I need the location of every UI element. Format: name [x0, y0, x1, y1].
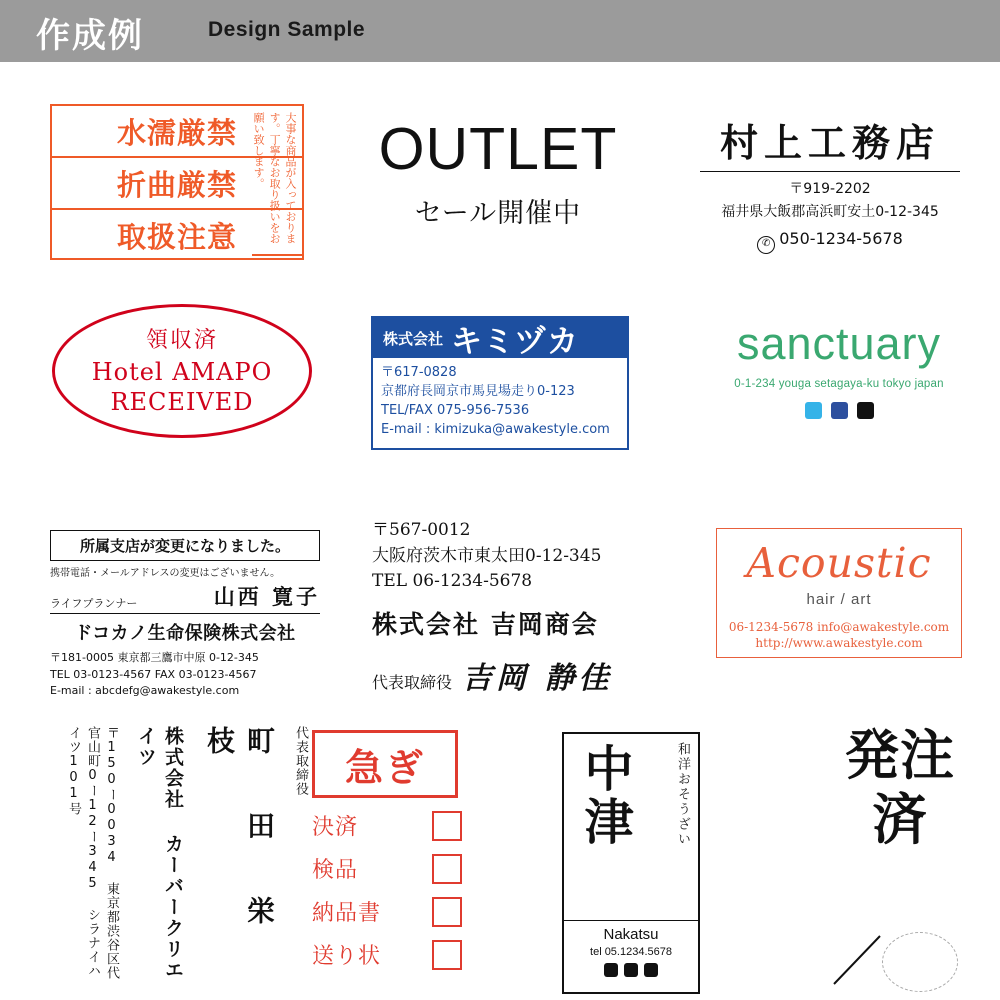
nakatsu-kanji: 中津 — [584, 741, 634, 851]
isogi-item-2-label: 検品 — [312, 858, 359, 883]
murakami-company-name: 村上工務店 — [719, 120, 940, 165]
shiten-headline: 所属支店が変更になりました。 — [50, 530, 320, 561]
phone-icon: ✆ — [757, 236, 775, 254]
sample-kimizuka-card — [371, 316, 629, 450]
machida-columns — [60, 726, 310, 988]
isogi-item-4-label: 送り状 — [312, 944, 382, 969]
sanctuary-address: 0-1-234 youga setagaya-ku tokyo japan — [734, 378, 944, 390]
yoshioka-role: 代表取締役 — [372, 672, 453, 692]
kimizuka-tel: TEL/FAX 075-956-7536 — [381, 402, 530, 418]
hacchu-circle-mark — [882, 932, 958, 992]
murakami-name-line — [700, 112, 960, 172]
page-header — [0, 0, 1000, 62]
yoshioka-tel: TEL 06-1234-5678 — [372, 571, 533, 591]
machida-role: 代表取締役 — [293, 726, 308, 796]
yoshioka-company: 株式会社 吉岡商会 — [372, 609, 599, 639]
hacchu-text: 発注済 — [845, 724, 955, 851]
isogi-item-3-checkbox[interactable] — [432, 897, 462, 927]
yoshioka-address: 大阪府茨木市東太田0-12-345 — [372, 545, 602, 566]
murakami-phone: 050-1234-5678 — [779, 229, 903, 249]
caution-line-1-text: 水濡厳禁 — [116, 115, 237, 150]
isogi-item-3 — [312, 896, 462, 927]
sample-ordered-stamp — [820, 724, 980, 992]
receipt-line-3: RECEIVED — [110, 388, 254, 416]
twitter-icon — [805, 402, 822, 419]
shiten-person: 山西 寛子 — [213, 585, 320, 609]
caution-line-2-text: 折曲厳禁 — [116, 167, 237, 202]
facebook-icon — [831, 402, 848, 419]
acoustic-contact: 06-1234-5678 info@awakestyle.com — [728, 620, 950, 634]
header-title-jp: 作成例 — [36, 16, 144, 56]
isogi-item-4-checkbox[interactable] — [432, 940, 462, 970]
sample-urgent-checklist — [312, 730, 482, 970]
shiten-role: ライフプランナー — [50, 597, 138, 610]
shiten-person-row — [50, 581, 320, 614]
shiten-note: 携帯電話・メールアドレスの変更はございません。 — [50, 568, 281, 579]
header-title-en: Design Sample — [208, 18, 366, 41]
sample-branch-change-card — [50, 530, 320, 697]
murakami-phone-row — [700, 229, 960, 254]
kimizuka-prefix: 株式会社 — [383, 329, 444, 348]
sample-murakami-card — [700, 112, 960, 254]
shiten-company: ドコカノ生命保険株式会社 — [74, 623, 296, 644]
caution-line-3-text: 取扱注意 — [116, 219, 237, 254]
murakami-address: 福井県大飯郡高浜町安土0-12-345 — [721, 203, 939, 220]
kimizuka-postal: 〒617-0828 — [381, 365, 457, 380]
isogi-item-1-label: 決済 — [312, 815, 359, 840]
receipt-line-1: 領収済 — [145, 328, 218, 353]
nakatsu-tel: tel 05.1234.5678 — [590, 946, 672, 958]
shiten-tel: TEL 03-0123-4567 FAX 03-0123-4567 — [50, 667, 257, 681]
sample-receipt-stamp — [52, 304, 312, 438]
isogi-item-2-checkbox[interactable] — [432, 854, 462, 884]
isogi-item-1-checkbox[interactable] — [432, 811, 462, 841]
instagram-icon — [857, 402, 874, 419]
isogi-item-2 — [312, 853, 462, 884]
machida-company: 株式会社 カーバークリエイツ — [135, 726, 184, 981]
kimizuka-header — [373, 318, 627, 358]
yoshioka-postal: 〒567-0012 — [372, 520, 471, 540]
sample-machida-vertical-card — [60, 726, 310, 988]
sanctuary-logo: sanctuary — [736, 318, 942, 369]
yoshioka-person-row — [372, 653, 632, 697]
yoshioka-person: 吉岡 静佳 — [462, 660, 613, 696]
outlet-subtext: セール開催中 — [414, 198, 582, 229]
kimizuka-address: 京都府長岡京市馬見場走り0-123 — [381, 383, 575, 399]
facebook-icon — [604, 963, 618, 977]
sample-yoshioka-card — [372, 518, 632, 697]
acoustic-logo: Acoustic — [746, 539, 932, 587]
nakatsu-side-text: 和洋おそうざい — [675, 742, 690, 847]
nakatsu-roman: Nakatsu — [564, 920, 698, 943]
kimizuka-email: E-mail : kimizuka@awakestyle.com — [381, 421, 610, 437]
outlet-headline: OUTLET — [378, 116, 618, 182]
instagram-icon — [624, 963, 638, 977]
sample-acoustic-card — [716, 528, 962, 658]
caution-note-box — [252, 104, 304, 256]
sample-nakatsu-card — [562, 732, 700, 994]
caution-note-text: 大事な商品が入っております。丁寧なお取り扱いをお願い致します。 — [252, 112, 297, 244]
sanctuary-social-icons — [714, 402, 964, 419]
acoustic-subtitle: hair / art — [806, 591, 872, 608]
machida-address: 〒150ー0034 東京都渋谷区代官山町0ー12ー345 シラナイハイツ101号 — [66, 726, 119, 980]
shiten-address: 〒181-0005 東京都三鷹市中原 0-12-345 — [50, 651, 259, 664]
receipt-line-2: Hotel AMAPO — [91, 358, 273, 386]
nakatsu-inner — [564, 734, 698, 920]
isogi-item-1 — [312, 810, 462, 841]
machida-person: 町 田 栄 枝 — [203, 726, 276, 936]
hacchu-slash-mark — [830, 932, 886, 988]
kimizuka-name: キミヅカ — [451, 323, 580, 360]
isogi-stamp — [312, 730, 458, 798]
isogi-item-4 — [312, 939, 462, 970]
acoustic-url: http://www.awakestyle.com — [755, 636, 923, 650]
x-icon — [644, 963, 658, 977]
shiten-email: E-mail : abcdefg@awakestyle.com — [50, 684, 240, 697]
murakami-postal: 〒919-2202 — [789, 181, 871, 197]
sample-sanctuary — [714, 318, 964, 419]
kimizuka-details — [373, 358, 627, 439]
sample-outlet — [368, 116, 628, 230]
isogi-stamp-text: 急ぎ — [344, 745, 425, 790]
nakatsu-social-icons — [564, 963, 698, 977]
isogi-item-3-label: 納品書 — [312, 901, 382, 926]
